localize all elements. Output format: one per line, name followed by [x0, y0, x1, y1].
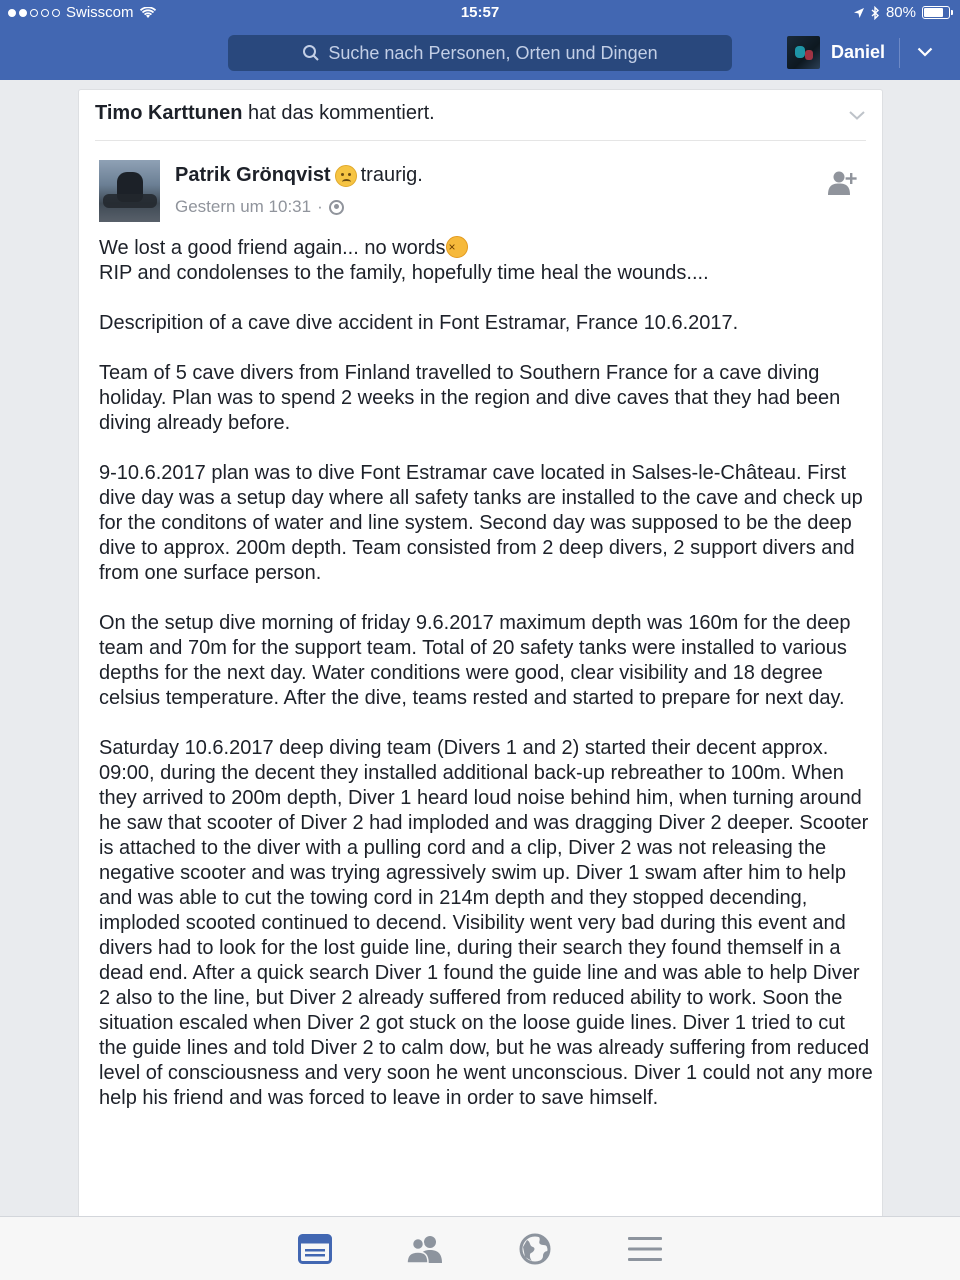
feed-story-card	[78, 89, 883, 1229]
story-options-button[interactable]	[848, 108, 866, 122]
add-friend-button[interactable]	[828, 170, 858, 196]
search-bar[interactable]	[228, 35, 732, 71]
story-actor-link[interactable]: Timo Karttunen	[95, 102, 243, 124]
battery-percent: 80%	[885, 4, 916, 21]
post-paragraph-deep-dive: Saturday 10.6.2017 deep diving team (Divers 1 and 2) started their decent approx. 09:00, during the decent they installed additional back-up rebreather to 100m. When they arrived to 200m depth, Diver 1 heard loud noise behind him, when turning around he saw that scooter of Diver 2 had imploded and was dragging Diver 2 deeper. Scooter is attached to the diver with a pulling cord and a clip, Diver 2 was not releasing the negative scooter and was trying agressively swim up. Diver 1 swam after him to help and was able to cut the towing cord in 214m depth and they stopped decending, imploded scooted continued to decend. Visibility went very bad during this event and divers had to look for the lost guide line, during their search they found themself in a dead end. After a quick search Diver 1 found the guide line and was able to help Diver 2 also to the line, but Diver 2 already suffered from reduced ability to work. Soon the situation escaled when Diver 2 got stuck on the loose guide lines. Diver 1 tried to cut the guide lines and told Diver 2 to calm dow, but he was already suffering from reduced level of consciousness and very soon he went unconscious. Diver 1 could not any more help his friend and was forced to leave in order to save himself.	[99, 737, 873, 1109]
post-paragraph-setup-dive: On the setup dive morning of friday 9.6.2017 maximum depth was 160m for the deep team and 70m for the support team. Total of 20 safety tanks were installed to various depths for the next day. Water conditions were good, clear visibility and 18 degree celsius temperature. After the dive, teams rested and started to prepare for next day.	[99, 612, 851, 709]
tab-news-feed[interactable]	[297, 1233, 333, 1265]
battery-icon	[922, 6, 950, 19]
account-menu-button[interactable]	[914, 42, 936, 62]
meta-separator: ·	[317, 197, 323, 216]
chevron-down-icon	[917, 47, 933, 57]
post-line-2: RIP and condolenses to the family, hopefully time heal the wounds....	[99, 262, 709, 284]
persevering-emoji-icon	[446, 236, 468, 258]
clock: 15:57	[460, 4, 500, 21]
post-paragraph-description: Descripition of a cave dive accident in Font Estramar, France 10.6.2017.	[99, 312, 739, 334]
news-feed-icon	[298, 1234, 332, 1264]
bottom-tab-bar	[0, 1216, 960, 1280]
profile-avatar[interactable]	[787, 36, 820, 69]
search-placeholder: Suche nach Personen, Orten und Dingen	[328, 42, 658, 63]
hamburger-menu-icon	[628, 1236, 662, 1262]
globe-icon	[329, 200, 344, 215]
add-friend-icon	[828, 170, 858, 196]
post-line-1: We lost a good friend again... no words	[99, 237, 446, 259]
author-avatar[interactable]	[99, 160, 160, 222]
feeling-text: traurig.	[360, 164, 423, 186]
story-header	[95, 102, 435, 125]
friends-icon	[407, 1235, 443, 1263]
search-icon	[302, 44, 320, 62]
post-meta	[175, 197, 344, 217]
header-divider	[899, 38, 900, 68]
status-bar	[0, 0, 960, 28]
globe-icon	[519, 1233, 551, 1265]
post-author-line	[175, 164, 423, 187]
post-paragraph-team: Team of 5 cave divers from Finland travelled to Southern France for a cave diving holiday. Plan was to spend 2 weeks in the region and dive caves that they had been diving already before.	[99, 362, 841, 434]
post-body	[99, 236, 874, 1136]
tab-friends[interactable]	[407, 1233, 443, 1265]
top-navigation-bar	[0, 0, 960, 80]
tab-menu[interactable]	[627, 1233, 663, 1265]
sad-emoji-icon	[335, 165, 357, 187]
chevron-down-icon	[848, 109, 866, 121]
status-right	[853, 4, 950, 21]
post-timestamp[interactable]: Gestern um 10:31	[175, 197, 312, 216]
tab-notifications[interactable]	[517, 1233, 553, 1265]
location-arrow-icon	[853, 7, 865, 19]
story-divider	[95, 140, 866, 141]
bluetooth-icon	[871, 6, 880, 20]
profile-name[interactable]: Daniel	[831, 42, 886, 62]
post-author-link[interactable]: Patrik Grönqvist	[175, 164, 331, 186]
post-paragraph-plan: 9-10.6.2017 plan was to dive Font Estramar cave located in Salses-le-Château. First dive day was a setup day where all safety tanks are installed to the cave and check up for the conditons of water and line system. Second day was supposed to be the deep dive to approx. 200m depth. Team consisted from 2 deep divers, 2 support divers and from one surface person.	[99, 462, 863, 584]
carrier-name: Swisscom	[66, 4, 134, 21]
story-action-text: hat das kommentiert.	[247, 102, 435, 124]
